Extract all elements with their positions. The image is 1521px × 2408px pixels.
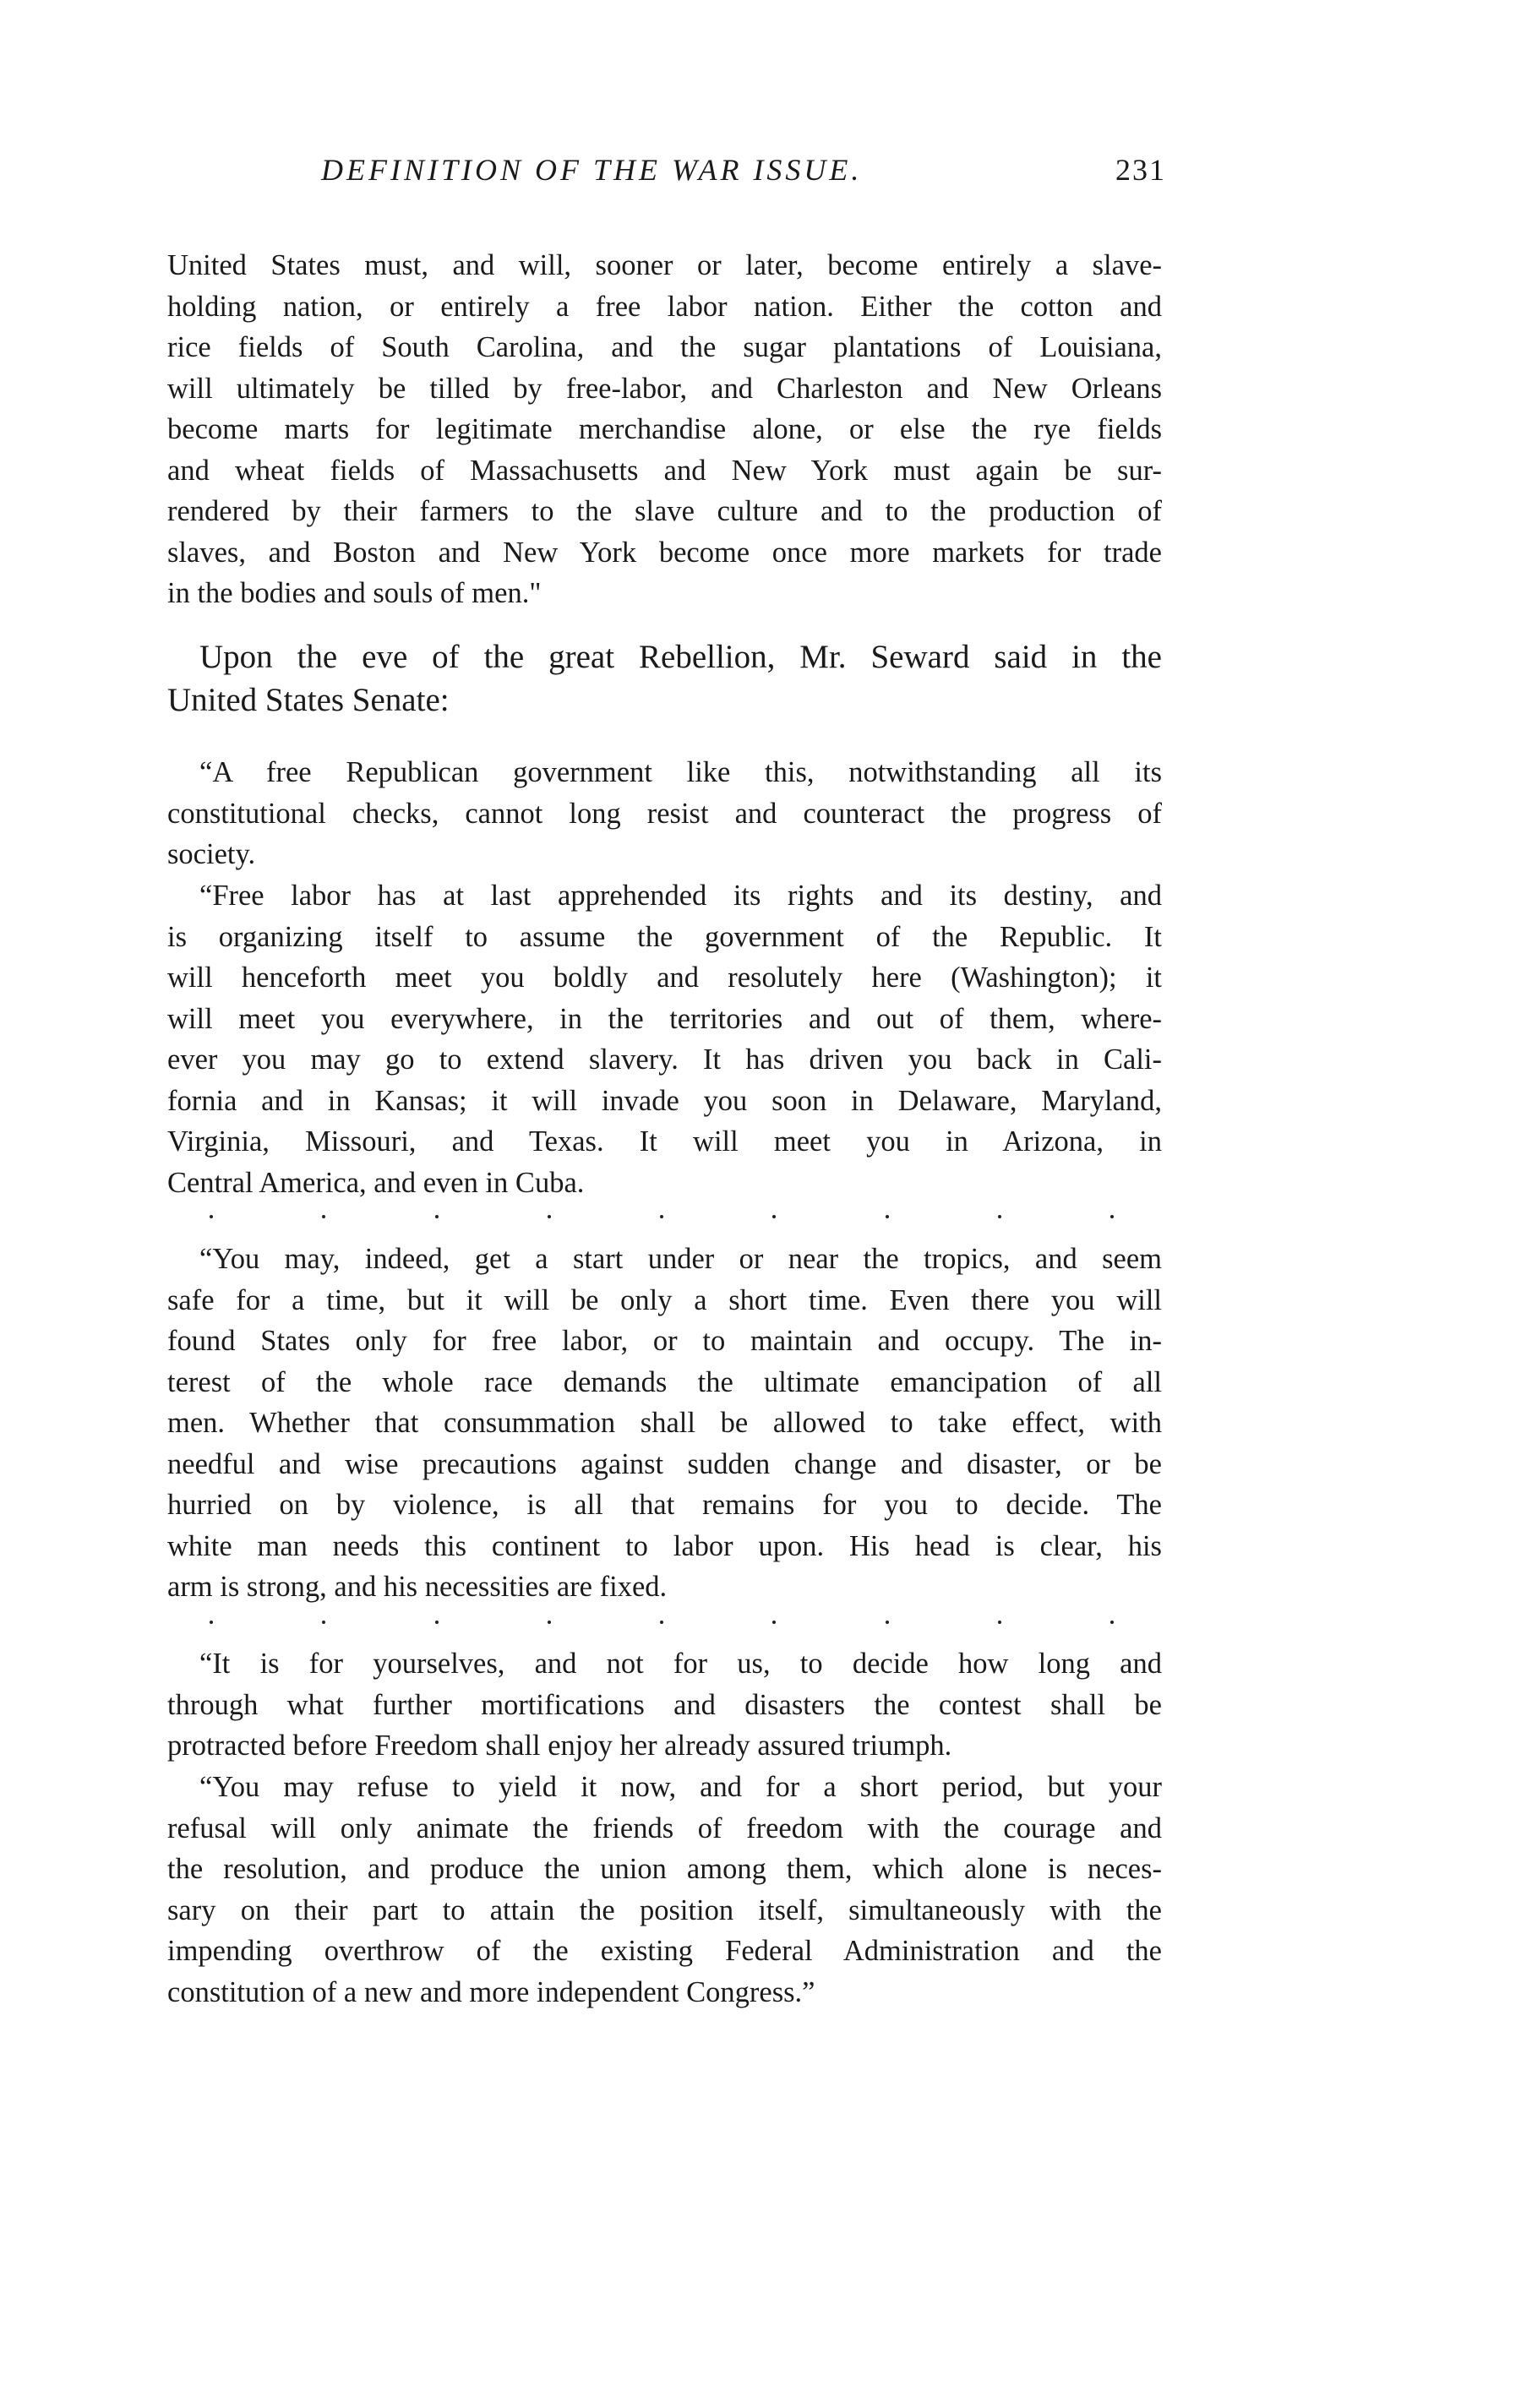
- text-line: hurried on by violence, is all that remains for you to decide. The: [167, 1489, 1162, 1521]
- text-line: “You may refuse to yield it now, and for a short period, but your: [199, 1771, 1162, 1803]
- quote-paragraph-3: [167, 1239, 1162, 1608]
- ellipsis-row: [210, 1215, 1114, 1218]
- text-line: slaves, and Boston and New York become once more markets for trade: [167, 536, 1162, 569]
- text-line: will ultimately be tilled by free-labor, and Charleston and New Orleans: [167, 372, 1162, 405]
- quote-paragraph-1: [167, 752, 1162, 875]
- text-line: impending overthrow of the existing Federal Administration and the: [167, 1935, 1162, 1967]
- text-line: ever you may go to extend slavery. It has driven you back in Cali-: [167, 1043, 1162, 1076]
- running-title: DEFINITION OF THE WAR ISSUE.: [321, 153, 863, 187]
- text-line: the resolution, and produce the union among them, which alone is neces-: [167, 1853, 1162, 1885]
- text-line: white man needs this continent to labor upon. His head is clear, his: [167, 1529, 1162, 1562]
- text-line: society.: [167, 838, 256, 870]
- text-line: refusal will only animate the friends of freedom with the courage and: [167, 1811, 1162, 1844]
- page-number: 231: [1115, 153, 1166, 187]
- text-line: is organizing itself to assume the government of the Republic. It: [167, 920, 1162, 953]
- text-line: constitutional checks, cannot long resist and counteract the progress of: [167, 797, 1162, 830]
- paragraph-seward-intro: [167, 635, 1162, 722]
- text-line: needful and wise precautions against sudden change and disaster, or be: [167, 1447, 1162, 1480]
- text-line: “You may, indeed, get a start under or near the tropics, and seem: [199, 1243, 1162, 1275]
- text-line: in the bodies and souls of men.": [167, 577, 542, 609]
- text-line: will henceforth meet you boldly and resolutely here (Washington); it: [167, 962, 1162, 994]
- text-line: United States Senate:: [167, 682, 450, 718]
- quote-paragraph-5: [167, 1767, 1162, 2013]
- text-line: become marts for legitimate merchandise alone, or else the rye fields: [167, 413, 1162, 445]
- running-head: [321, 152, 1166, 203]
- quote-paragraph-4: [167, 1643, 1162, 1767]
- paragraph-continuation: [167, 245, 1162, 614]
- text-line: “It is for yourselves, and not for us, to decide how long and: [199, 1648, 1162, 1680]
- text-line: arm is strong, and his necessities are fixed.: [167, 1571, 668, 1603]
- text-line: Central America, and even in Cuba.: [167, 1166, 585, 1199]
- ellipsis-row: [210, 1621, 1114, 1624]
- text-line: Upon the eve of the great Rebellion, Mr. Seward said in the: [199, 639, 1162, 675]
- text-line: constitution of a new and more independent Congress.”: [167, 1975, 815, 2008]
- quote-paragraph-2: [167, 875, 1162, 1203]
- text-line: “Free labor has at last apprehended its rights and its destiny, and: [199, 880, 1162, 912]
- text-line: Virginia, Missouri, and Texas. It will meet you in Arizona, in: [167, 1125, 1162, 1158]
- text-line: will meet you everywhere, in the territories and out of them, where-: [167, 1002, 1162, 1035]
- text-line: rendered by their farmers to the slave culture and to the production of: [167, 495, 1162, 527]
- text-line: protracted before Freedom shall enjoy her already assured triumph.: [167, 1730, 952, 1762]
- text-line: sary on their part to attain the position itself, simultaneously with the: [167, 1893, 1162, 1926]
- text-line: fornia and in Kansas; it will invade you soon in Delaware, Maryland,: [167, 1084, 1162, 1117]
- text-line: and wheat fields of Massachusetts and New York must again be sur-: [167, 454, 1162, 487]
- text-line: terest of the whole race demands the ultimate emancipation of all: [167, 1365, 1162, 1398]
- text-line: rice fields of South Carolina, and the sugar plantations of Louisiana,: [167, 331, 1162, 363]
- text-line: safe for a time, but it will be only a short time. Even there you will: [167, 1283, 1162, 1316]
- text-line: “A free Republican government like this, notwithstanding all its: [199, 756, 1162, 788]
- text-line: men. Whether that consummation shall be allowed to take effect, with: [167, 1407, 1162, 1439]
- text-line: found States only for free labor, or to maintain and occupy. The in-: [167, 1325, 1162, 1357]
- text-line: through what further mortifications and disasters the contest shall be: [167, 1688, 1162, 1721]
- text-line: United States must, and will, sooner or later, become entirely a slave-: [167, 249, 1162, 281]
- text-line: holding nation, or entirely a free labor nation. Either the cotton and: [167, 290, 1162, 323]
